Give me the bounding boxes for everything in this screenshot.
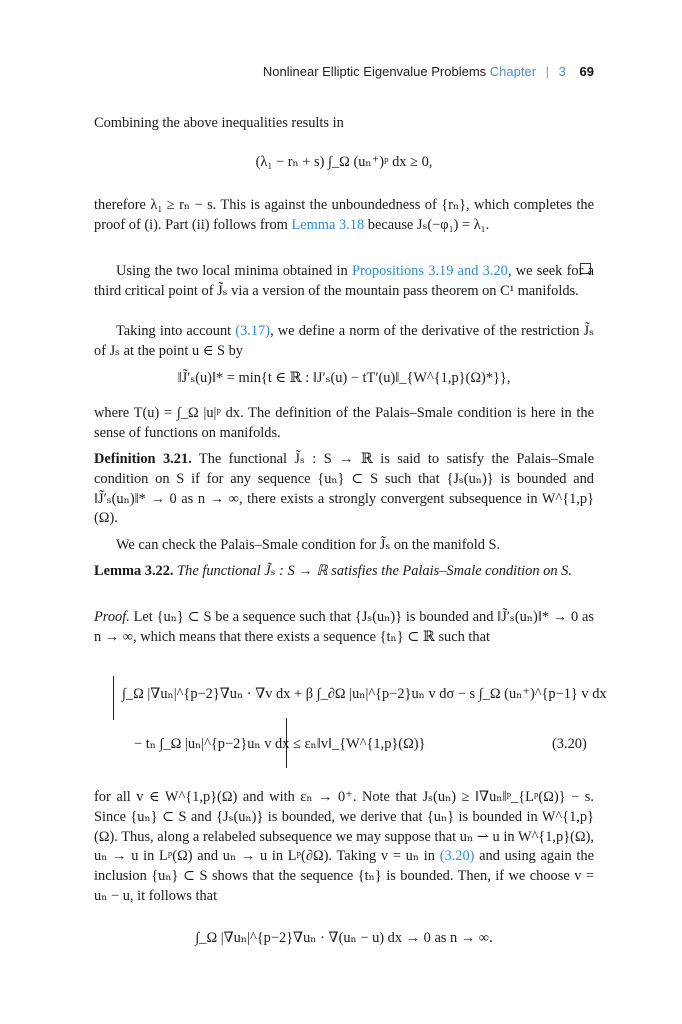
equation-combine: (λ₁ − rₙ + s) ∫_Ω (uₙ⁺)ᵖ dx ≥ 0,: [255, 154, 433, 170]
lemma-3-22: [94, 562, 594, 582]
paragraph-forall: [94, 788, 594, 907]
header-separator: |: [545, 64, 550, 79]
paragraph-local-minima: [94, 262, 594, 302]
paragraph-check: We can check the Palais–Smale condition for J̃ₛ on the manifold S.: [116, 537, 501, 553]
link-eq-3-20[interactable]: (3.20): [439, 848, 475, 865]
text-segment: therefore λ₁ ≥ rₙ − s. This is against the unboundedness of {rₙ}, which completes the proof of (i). Part (ii) follows from: [94, 197, 594, 233]
equation-norm: ‖J̃′ₛ(u)‖* = min{t ∈ ℝ : ‖J′ₛ(u) − tT′(u)‖_{W^{1,p}(Ω)*}},: [177, 370, 511, 386]
link-lemma-3-18[interactable]: Lemma 3.18: [291, 216, 365, 233]
lemma-label: Lemma 3.22.: [94, 563, 174, 579]
paragraph-where: where T(u) = ∫_Ω |u|ᵖ dx. The definition of the Palais–Smale condition is here in the sense of functions on manifolds.: [94, 405, 594, 441]
paragraph-intro: Combining the above inequalities results in: [94, 115, 344, 131]
paragraph-norm: [94, 322, 594, 362]
lemma-body: The functional J̃ₛ : S → ℝ satisfies the Palais–Smale condition on S.: [173, 563, 572, 579]
abs-bar-left: [113, 676, 114, 720]
proof-paragraph: [94, 608, 594, 648]
chapter-number: 3: [558, 64, 566, 79]
running-header: [263, 64, 594, 79]
text-segment: , we seek for a third critical point of J̃ₛ via a version of the mountain pass theorem on C¹ manifolds.: [94, 263, 594, 299]
definition-3-21: [94, 450, 594, 529]
text-segment: and using again the inclusion {uₙ} ⊂ S shows that the sequence {tₙ} is bounded. Then, if we choose v = uₙ − u, it follows that: [94, 848, 594, 904]
text-segment: Using the two local minima obtained in: [116, 263, 352, 279]
text-segment: , we define a norm of the derivative of the restriction J̃ₛ of Jₛ at the point u ∈ S by: [94, 323, 595, 359]
paragraph-therefore: [94, 196, 594, 236]
running-title: Nonlinear Elliptic Eigenvalue Problems: [262, 64, 487, 79]
proof-body: Let {uₙ} ⊂ S be a sequence such that {Jₛ(uₙ)} is bounded and ‖J̃′ₛ(uₙ)‖* → 0 as n → ∞, which means that there exists a sequence {tₙ} ⊂ ℝ such that: [94, 609, 594, 645]
text-segment: for all v ∈ W^{1,p}(Ω) and with εₙ → 0⁺. Note that Jₛ(uₙ) ≥ ‖∇uₙ‖ᵖ_{Lᵖ(Ω)} − s. Since {uₙ} ⊂ S and {Jₛ(uₙ)} is bounded, we derive that {uₙ} is bounded in W^{1,p}(Ω). Thus, along a relabeled subsequence we may suppose that uₙ ⇀ u in W^{1,p}(Ω), uₙ → u in Lᵖ(Ω) and uₙ → u in Lᵖ(∂Ω). Taking v = uₙ in: [94, 789, 594, 865]
equation-3-20-line2: − tₙ ∫_Ω |uₙ|^{p−2}uₙ v dx ≤ εₙ‖v‖_{W^{1,p}(Ω)}: [134, 736, 426, 752]
link-eq-3-17[interactable]: (3.17): [235, 323, 271, 339]
text-segment: because Jₛ(−φ₁) = λ₁.: [364, 216, 490, 233]
chapter-label: Chapter: [489, 64, 537, 79]
link-propositions[interactable]: Propositions 3.19 and 3.20: [352, 263, 508, 279]
equation-number: (3.20): [552, 736, 587, 752]
proof-label: Proof.: [94, 609, 130, 625]
definition-label: Definition 3.21.: [94, 451, 192, 467]
page-number: 69: [579, 64, 594, 79]
equation-final: ∫_Ω |∇uₙ|^{p−2}∇uₙ · ∇(uₙ − u) dx → 0 as n → ∞.: [195, 930, 493, 946]
equation-3-20-line1: ∫_Ω |∇uₙ|^{p−2}∇uₙ · ∇v dx + β ∫_∂Ω |uₙ|^{p−2}uₙ v dσ − s ∫_Ω (uₙ⁺)^{p−1} v dx: [122, 686, 607, 702]
definition-body: The functional J̃ₛ : S → ℝ is said to satisfy the Palais–Smale condition on S if for any sequence {uₙ} ⊂ S such that {Jₛ(uₙ)} is bounded and ‖J̃′ₛ(uₙ)‖* → 0 as n → ∞, there exists a strongly convergent subsequence in W^{1,p}(Ω).: [94, 451, 594, 527]
text-segment: Taking into account: [116, 323, 236, 339]
